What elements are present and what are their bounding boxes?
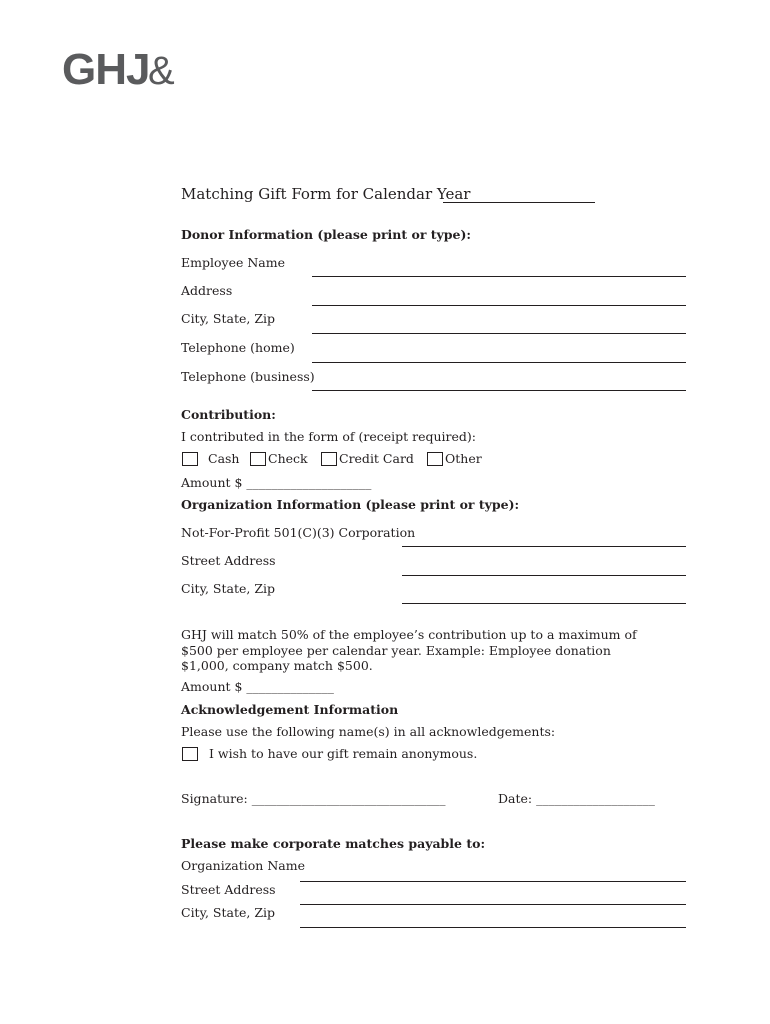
address-label: Address — [181, 283, 233, 298]
employee-name-label: Employee Name — [181, 255, 285, 270]
ghj-logo — [62, 44, 186, 96]
contribution-amount-label: Amount $ ____________________ — [181, 475, 372, 490]
corporation-field[interactable] — [402, 546, 686, 547]
corporation-label: Not-For-Profit 501(C)(3) Corporation — [181, 525, 416, 540]
payable-city-state-zip-label: City, State, Zip — [181, 905, 276, 920]
city-state-zip-field[interactable] — [312, 333, 686, 334]
payable-street-address-field[interactable] — [300, 904, 686, 905]
org-city-state-zip-field[interactable] — [402, 603, 686, 604]
cash-checkbox[interactable] — [182, 452, 198, 466]
signature-label: Signature: _______________________________ — [181, 791, 446, 806]
check-checkbox[interactable] — [250, 452, 266, 466]
anonymous-checkbox[interactable] — [182, 747, 198, 761]
telephone-home-field[interactable] — [312, 362, 686, 363]
organization-heading: Organization Information (please print or type): — [181, 497, 520, 512]
other-checkbox[interactable] — [427, 452, 443, 466]
org-street-address-label: Street Address — [181, 553, 276, 568]
acknowledgement-prompt: Please use the following name(s) in all acknowledgements: — [181, 724, 556, 739]
credit-card-label: Credit Card — [339, 451, 414, 466]
payable-heading: Please make corporate matches payable to: — [181, 836, 486, 851]
date-label: Date: ___________________ — [498, 791, 655, 806]
contribution-prompt: I contributed in the form of (receipt required): — [181, 429, 477, 444]
svg-text:&: & — [148, 49, 175, 93]
calendar-year-field[interactable] — [443, 202, 595, 203]
employee-name-field[interactable] — [312, 276, 686, 277]
payable-org-name-field[interactable] — [300, 881, 686, 882]
form-title: Matching Gift Form for Calendar Year — [181, 185, 471, 203]
svg-text:GHJ: GHJ — [62, 45, 150, 94]
city-state-zip-label: City, State, Zip — [181, 311, 276, 326]
anonymous-label: I wish to have our gift remain anonymous. — [209, 746, 478, 761]
payable-org-name-label: Organization Name — [181, 858, 305, 873]
match-policy-text: GHJ will match 50% of the employee’s contribution up to a maximum of $500 per employee per calendar year. Example: Employee donation $1,000, company match $500. — [181, 627, 637, 673]
org-street-address-field[interactable] — [402, 575, 686, 576]
match-amount-label: Amount $ ______________ — [181, 679, 334, 694]
telephone-business-field[interactable] — [312, 390, 686, 391]
credit-card-checkbox[interactable] — [321, 452, 337, 466]
address-field[interactable] — [312, 305, 686, 306]
payable-city-state-zip-field[interactable] — [300, 927, 686, 928]
payable-street-address-label: Street Address — [181, 882, 276, 897]
other-label: Other — [445, 451, 482, 466]
contribution-heading: Contribution: — [181, 407, 276, 422]
donor-heading: Donor Information (please print or type): — [181, 227, 472, 242]
telephone-home-label: Telephone (home) — [181, 340, 295, 355]
acknowledgement-heading: Acknowledgement Information — [181, 702, 399, 717]
cash-label: Cash — [208, 451, 240, 466]
org-city-state-zip-label: City, State, Zip — [181, 581, 276, 596]
check-label: Check — [268, 451, 308, 466]
telephone-business-label: Telephone (business) — [181, 369, 315, 384]
